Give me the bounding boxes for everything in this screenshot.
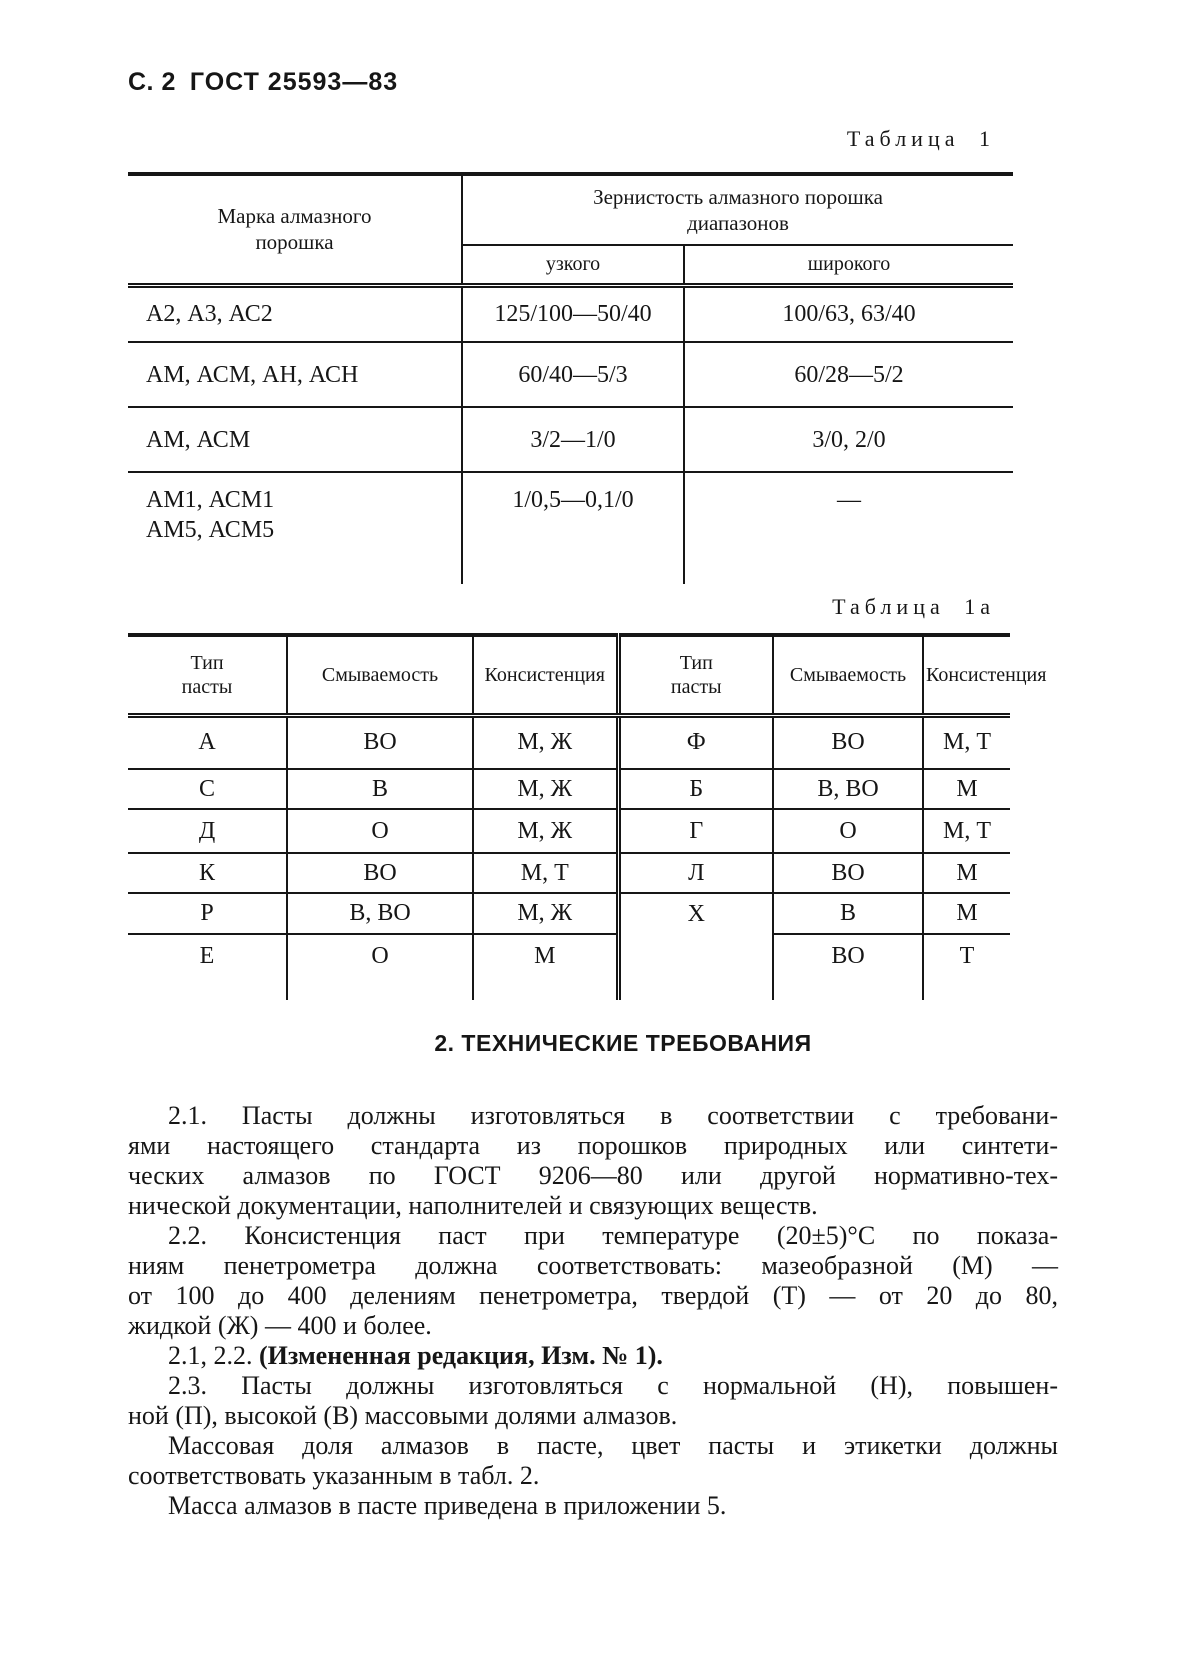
paragraphs xyxy=(128,1101,1058,1521)
table1a-head xyxy=(128,635,1047,715)
table1-header-mark: Марка алмазного порошка xyxy=(128,174,462,285)
text-line xyxy=(128,1401,1058,1431)
table1a-cell: М, Т xyxy=(473,853,618,893)
table1-header-wide: широкого xyxy=(684,245,1013,285)
text-segment: от 100 до 400 делениям пенетрометра, твердой (Т) — от 20 до 80, xyxy=(128,1281,1058,1310)
text-segment: 2.1. Пасты должны изготовляться в соответствии с требовани- xyxy=(168,1101,1058,1130)
paragraph xyxy=(128,1101,1058,1221)
table1a-header-row xyxy=(128,635,1010,715)
table1-cell-narrow: 125/100—50/40 xyxy=(462,285,684,342)
page-number: С. 2 xyxy=(128,68,176,96)
table1a-header-washability-left: Смываемость xyxy=(287,635,473,715)
text-segment: соответствовать указанным в табл. 2. xyxy=(128,1461,540,1490)
table1a-cell: М, Ж xyxy=(473,769,618,809)
table1a-row xyxy=(128,809,1010,853)
table1a-cell: Х xyxy=(618,893,773,934)
paragraph xyxy=(128,1431,1058,1491)
table1a-cell: М, Ж xyxy=(473,715,618,769)
table1a-header-washability-right: Смываемость xyxy=(773,635,923,715)
table1-row xyxy=(128,342,1013,407)
text-segment: ями настоящего стандарта из порошков природных или синтети- xyxy=(128,1131,1058,1160)
table1a-cell: Г xyxy=(618,809,773,853)
table1-body xyxy=(128,285,1013,584)
table1-cell-mark: АМ, АСМ, АН, АСН xyxy=(128,342,462,407)
text-line xyxy=(128,1251,1058,1281)
text-line xyxy=(128,1191,1058,1221)
table1-cell-wide: — xyxy=(684,472,1013,584)
text-segment: Массовая доля алмазов в пасте, цвет пасты и этикетки должны xyxy=(168,1431,1058,1460)
table1a-cell: Л xyxy=(618,853,773,893)
table1-head xyxy=(128,174,1013,285)
bold-text-segment: (Измененная редакция, Изм. № 1). xyxy=(259,1341,663,1370)
table1-cell-narrow: 1/0,5—0,1/0 xyxy=(462,472,684,584)
paragraph xyxy=(128,1371,1058,1431)
paragraph xyxy=(128,1221,1058,1341)
table1 xyxy=(128,172,1013,584)
table1a-cell: М xyxy=(923,853,1010,893)
table1a-cell: Д xyxy=(128,809,287,853)
table1a-cell: О xyxy=(287,809,473,853)
table1-cell-narrow: 60/40—5/3 xyxy=(462,342,684,407)
text-segment: нической документации, наполнителей и связующих веществ. xyxy=(128,1191,818,1220)
text-segment: ниям пенетрометра должна соответствовать: мазеобразной (М) — xyxy=(128,1251,1058,1280)
text-line xyxy=(128,1491,1058,1521)
table1-row xyxy=(128,285,1013,342)
table1a-cell: М, Ж xyxy=(473,893,618,934)
table1a-cell: М, Т xyxy=(923,715,1010,769)
text-segment: 2.1, 2.2. xyxy=(168,1341,259,1370)
text-line xyxy=(128,1311,1058,1341)
table1a-cell: ВО xyxy=(287,853,473,893)
table1-cell-wide: 60/28—5/2 xyxy=(684,342,1013,407)
table1a-cell: К xyxy=(128,853,287,893)
table1a-cell: О xyxy=(287,934,473,1000)
table1-cell-mark: АМ, АСМ xyxy=(128,407,462,472)
table1a-header-consistency-right: Консистенция xyxy=(923,635,1010,715)
table1-header-grain: Зернистость алмазного порошка диапазонов xyxy=(462,174,1013,245)
text-line xyxy=(128,1371,1058,1401)
table1a-body xyxy=(128,715,1010,1000)
table1a-cell: О xyxy=(773,809,923,853)
text-segment: жидкой (Ж) — 400 и более. xyxy=(128,1311,432,1340)
table1-row xyxy=(128,407,1013,472)
table1a-row xyxy=(128,715,1010,769)
page-header xyxy=(128,68,398,97)
text-line xyxy=(128,1461,1058,1491)
paragraph xyxy=(128,1341,1058,1371)
table1a-cell: ВО xyxy=(773,853,923,893)
table1-cell-mark: АМ1, АСМ1 АМ5, АСМ5 xyxy=(146,487,275,543)
table1a-cell: В, ВО xyxy=(773,769,923,809)
table1a-row xyxy=(128,853,1010,893)
table1a-cell: В, ВО xyxy=(287,893,473,934)
table1a-row xyxy=(128,769,1010,809)
table1a-cell: Т xyxy=(923,934,1010,1000)
text-line xyxy=(128,1221,1058,1251)
table1-label: Таблица 1 xyxy=(846,126,995,151)
table1a-cell xyxy=(618,934,773,1000)
table1a-cell: ВО xyxy=(287,715,473,769)
table1a-row xyxy=(128,893,1010,934)
table1a xyxy=(128,633,1047,1000)
standard-number: ГОСТ 25593—83 xyxy=(189,68,399,96)
table1-cell-mark: А2, А3, АС2 xyxy=(128,285,462,342)
text-line xyxy=(128,1101,1058,1131)
text-segment: Масса алмазов в пасте приведена в приложении 5. xyxy=(168,1491,727,1520)
table1a-cell: М xyxy=(923,769,1010,809)
table1a-cell: Ф xyxy=(618,715,773,769)
text-segment: 2.3. Пасты должны изготовляться с нормальной (Н), повышен- xyxy=(168,1371,1058,1400)
text-segment: ной (П), высокой (В) массовыми долями алмазов. xyxy=(128,1401,678,1430)
table1a-cell: С xyxy=(128,769,287,809)
text-line xyxy=(128,1341,1058,1371)
table1a-cell: М xyxy=(473,934,618,1000)
table1a-label: Таблица 1а xyxy=(832,594,995,619)
table1a-cell: А xyxy=(128,715,287,769)
table1a-cell: ВО xyxy=(773,715,923,769)
section-title: 2. ТЕХНИЧЕСКИЕ ТРЕБОВАНИЯ xyxy=(434,1030,812,1056)
table1a-cell: М, Т xyxy=(923,809,1010,853)
table1a-cell: М, Ж xyxy=(473,809,618,853)
text-line xyxy=(128,1161,1058,1191)
text-line xyxy=(128,1131,1058,1161)
table1a-header-type-right: Тип пасты xyxy=(618,635,773,715)
table1-header-row xyxy=(128,174,1013,245)
table1a-cell: М xyxy=(923,893,1010,934)
text-line xyxy=(128,1431,1058,1461)
table1a-cell: Е xyxy=(199,943,215,969)
text-line xyxy=(128,1281,1058,1311)
table1-header-narrow: узкого xyxy=(462,245,684,285)
text-segment: 2.2. Консистенция паст при температуре (20±5)°С по показа- xyxy=(168,1221,1058,1250)
table1a-cell: В xyxy=(287,769,473,809)
table1-cell-wide: 3/0, 2/0 xyxy=(684,407,1013,472)
table1a-cell: ВО xyxy=(773,934,923,1000)
table1a-header-consistency-left: Консистенция xyxy=(473,635,618,715)
table1a-cell: В xyxy=(773,893,923,934)
paragraph xyxy=(128,1491,1058,1521)
text-segment: ческих алмазов по ГОСТ 9206—80 или другой нормативно-тех- xyxy=(128,1161,1058,1190)
table1-cell-narrow: 3/2—1/0 xyxy=(462,407,684,472)
table1a-cell: Б xyxy=(618,769,773,809)
table1-row xyxy=(128,472,1013,584)
table1a-header-type-left: Тип пасты xyxy=(128,635,287,715)
table1a-cell: Р xyxy=(128,893,287,934)
table1a-row xyxy=(128,934,1010,1000)
table1-cell-wide: 100/63, 63/40 xyxy=(684,285,1013,342)
